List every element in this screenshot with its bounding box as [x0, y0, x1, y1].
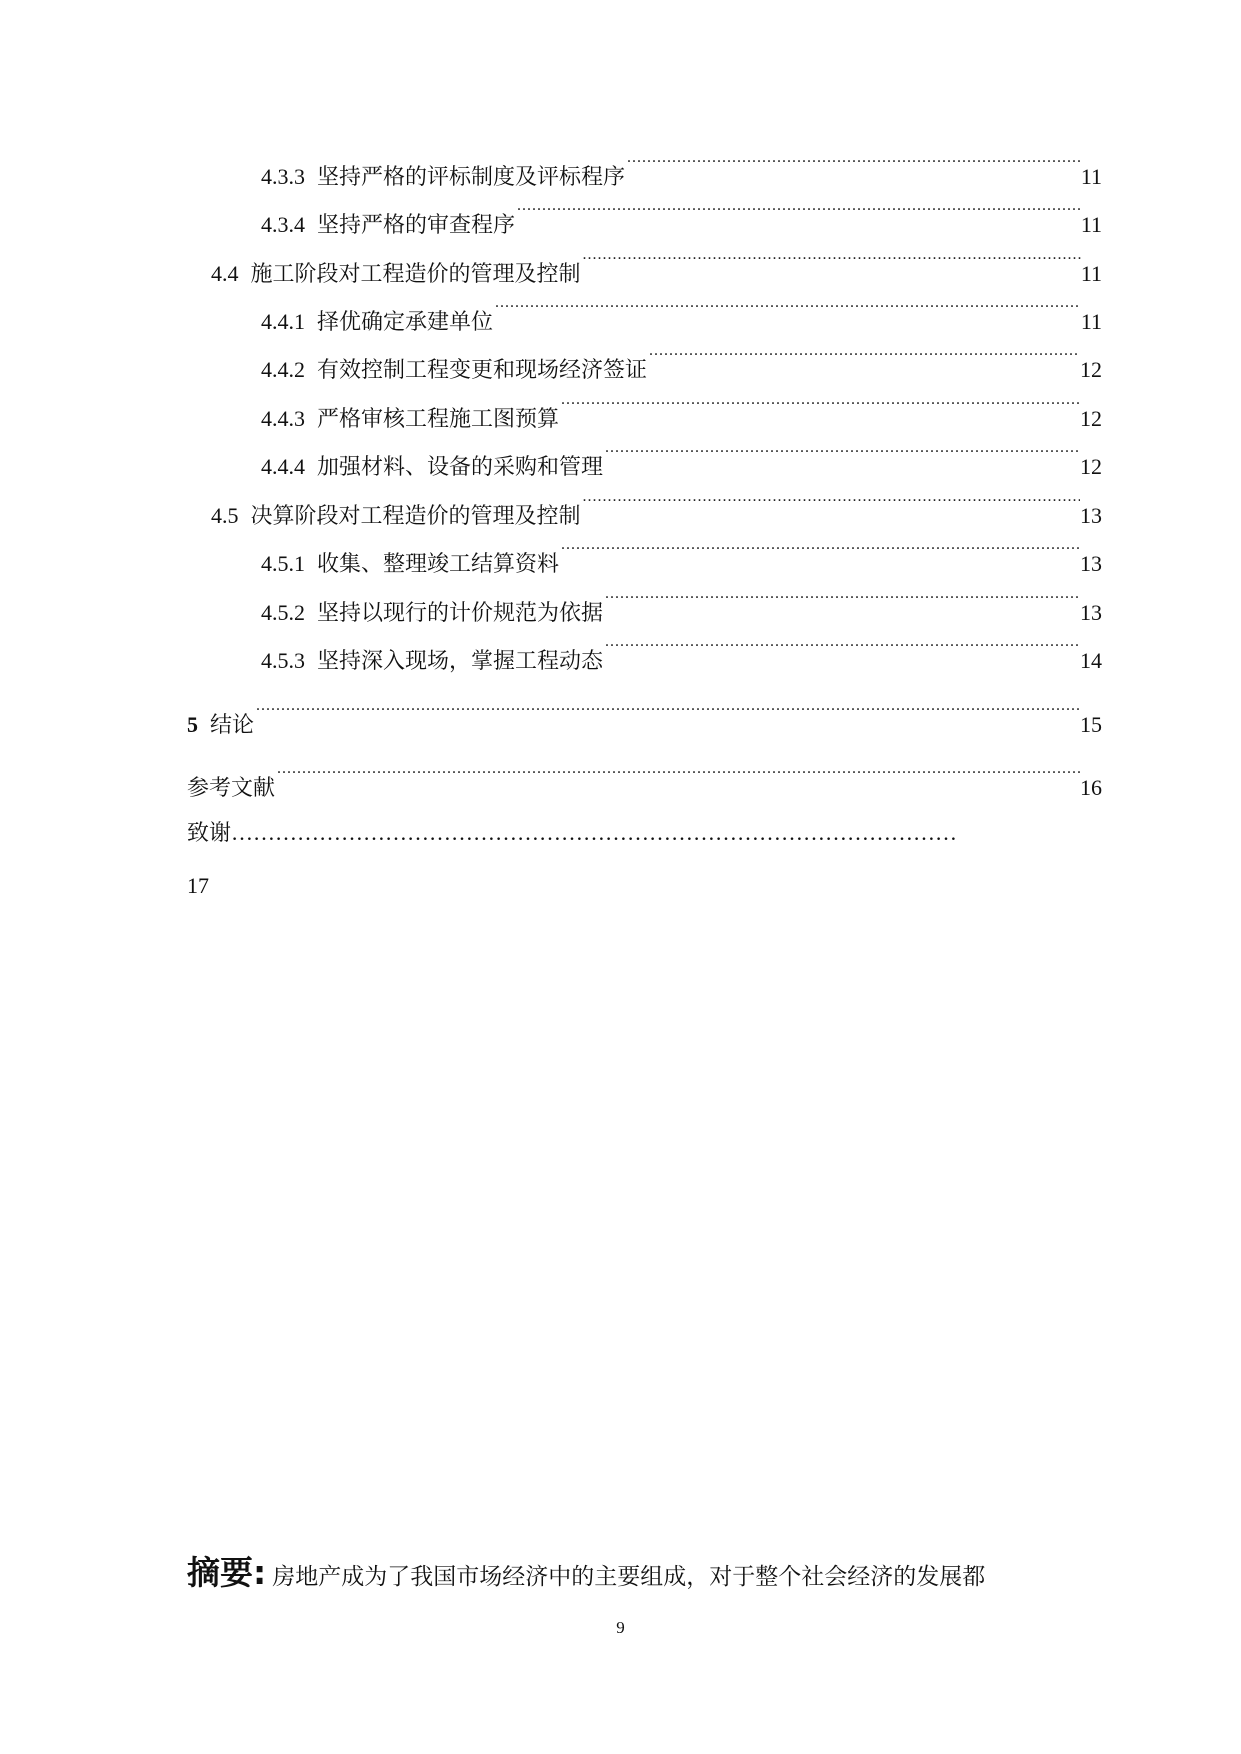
toc-entry[interactable] [0, 487, 1241, 528]
toc-leader-dots [647, 341, 1080, 377]
toc-leader-dots [581, 487, 1080, 523]
toc-leader-dots [254, 696, 1080, 732]
toc-leader-dots [625, 148, 1081, 184]
toc-entry-page: 13 [1080, 600, 1102, 625]
toc-entry[interactable] [0, 696, 1241, 737]
toc-entry-acknowledgement[interactable] [187, 815, 957, 851]
toc-leader-dots [581, 245, 1081, 281]
toc-entry-page: 16 [1080, 775, 1102, 800]
toc-entry[interactable] [0, 584, 1241, 625]
toc-entry-page: 11 [1080, 309, 1102, 334]
toc-entry[interactable] [0, 759, 1241, 800]
toc-leader-dots [275, 759, 1080, 795]
toc-entry-page: 14 [1080, 648, 1102, 673]
toc-entry-number: 4.4 [211, 261, 239, 286]
toc-entry[interactable] [0, 438, 1241, 479]
abstract-label: 摘要: [187, 1553, 267, 1592]
toc-entry-page: 12 [1080, 454, 1102, 479]
toc-entry-page: 13 [1080, 503, 1102, 528]
toc-leader-dots [559, 535, 1080, 571]
toc-entry-number: 4.4.2 [261, 357, 305, 382]
toc-entry-number: 4.5.1 [261, 551, 305, 576]
toc-entry-title: 施工阶段对工程造价的管理及控制 [250, 261, 581, 286]
toc-entry-title: 择优确定承建单位 [317, 309, 494, 334]
toc-entry-page: 17 [187, 873, 209, 898]
toc-leader-dots [493, 293, 1081, 329]
toc-entry[interactable] [0, 535, 1241, 576]
toc-entry-title: 坚持深入现场，掌握工程动态 [317, 648, 604, 673]
toc-entry-number: 4.4.3 [261, 406, 305, 431]
page-number: 9 [616, 1618, 625, 1637]
toc-entry-number: 4.4.1 [261, 309, 305, 334]
abstract-paragraph [187, 1547, 985, 1594]
toc-entry-title: 收集、整理竣工结算资料 [317, 551, 560, 576]
toc-leader-dots [603, 632, 1080, 668]
toc-entry[interactable] [0, 148, 1241, 189]
toc-entry[interactable] [0, 341, 1241, 382]
toc-entry-page: 13 [1080, 551, 1102, 576]
toc-entry-title: 加强材料、设备的采购和管理 [317, 454, 604, 479]
toc-entry[interactable] [0, 390, 1241, 431]
toc-entry-number: 4.3.4 [261, 212, 305, 237]
toc-entry-title: 坚持严格的评标制度及评标程序 [317, 164, 626, 189]
toc-entry-title: 坚持以现行的计价规范为依据 [317, 600, 604, 625]
toc-leader-dots [603, 584, 1080, 620]
toc-leader-dots: ……………………………………………………………………………………… [231, 820, 958, 845]
toc-entry-number: 4.3.3 [261, 164, 305, 189]
toc-entry-number: 4.5 [211, 503, 239, 528]
toc-entry[interactable] [0, 293, 1241, 334]
toc-entry-number: 4.5.3 [261, 648, 305, 673]
toc-entry-title: 坚持严格的审查程序 [317, 212, 516, 237]
toc-entry-title: 参考文献 [187, 775, 276, 800]
toc-leader-dots [515, 196, 1081, 232]
toc-entry-page: 12 [1080, 406, 1102, 431]
toc-entry-title: 决算阶段对工程造价的管理及控制 [250, 503, 581, 528]
abstract-text: 房地产成为了我国市场经济中的主要组成，对于整个社会经济的发展都 [272, 1564, 986, 1589]
toc-entry-title: 结论 [210, 712, 255, 737]
toc-entry-number: 5 [187, 712, 198, 737]
toc-entry-title: 严格审核工程施工图预算 [317, 406, 560, 431]
toc-entry-number: 4.5.2 [261, 600, 305, 625]
toc-entry[interactable] [0, 245, 1241, 286]
toc-entry-page: 15 [1080, 712, 1102, 737]
toc-leader-dots [559, 390, 1080, 426]
toc-entry[interactable] [0, 632, 1241, 673]
toc-entry-title: 有效控制工程变更和现场经济签证 [317, 357, 648, 382]
toc-entry-page: 11 [1080, 212, 1102, 237]
toc-entry-number: 4.4.4 [261, 454, 305, 479]
toc-entry-title: 致谢 [187, 820, 232, 845]
toc-entry-page: 11 [1080, 261, 1102, 286]
toc-entry-page: 12 [1080, 357, 1102, 382]
toc-entry-page: 11 [1080, 164, 1102, 189]
toc-entry[interactable] [0, 196, 1241, 237]
toc-leader-dots [603, 438, 1080, 474]
